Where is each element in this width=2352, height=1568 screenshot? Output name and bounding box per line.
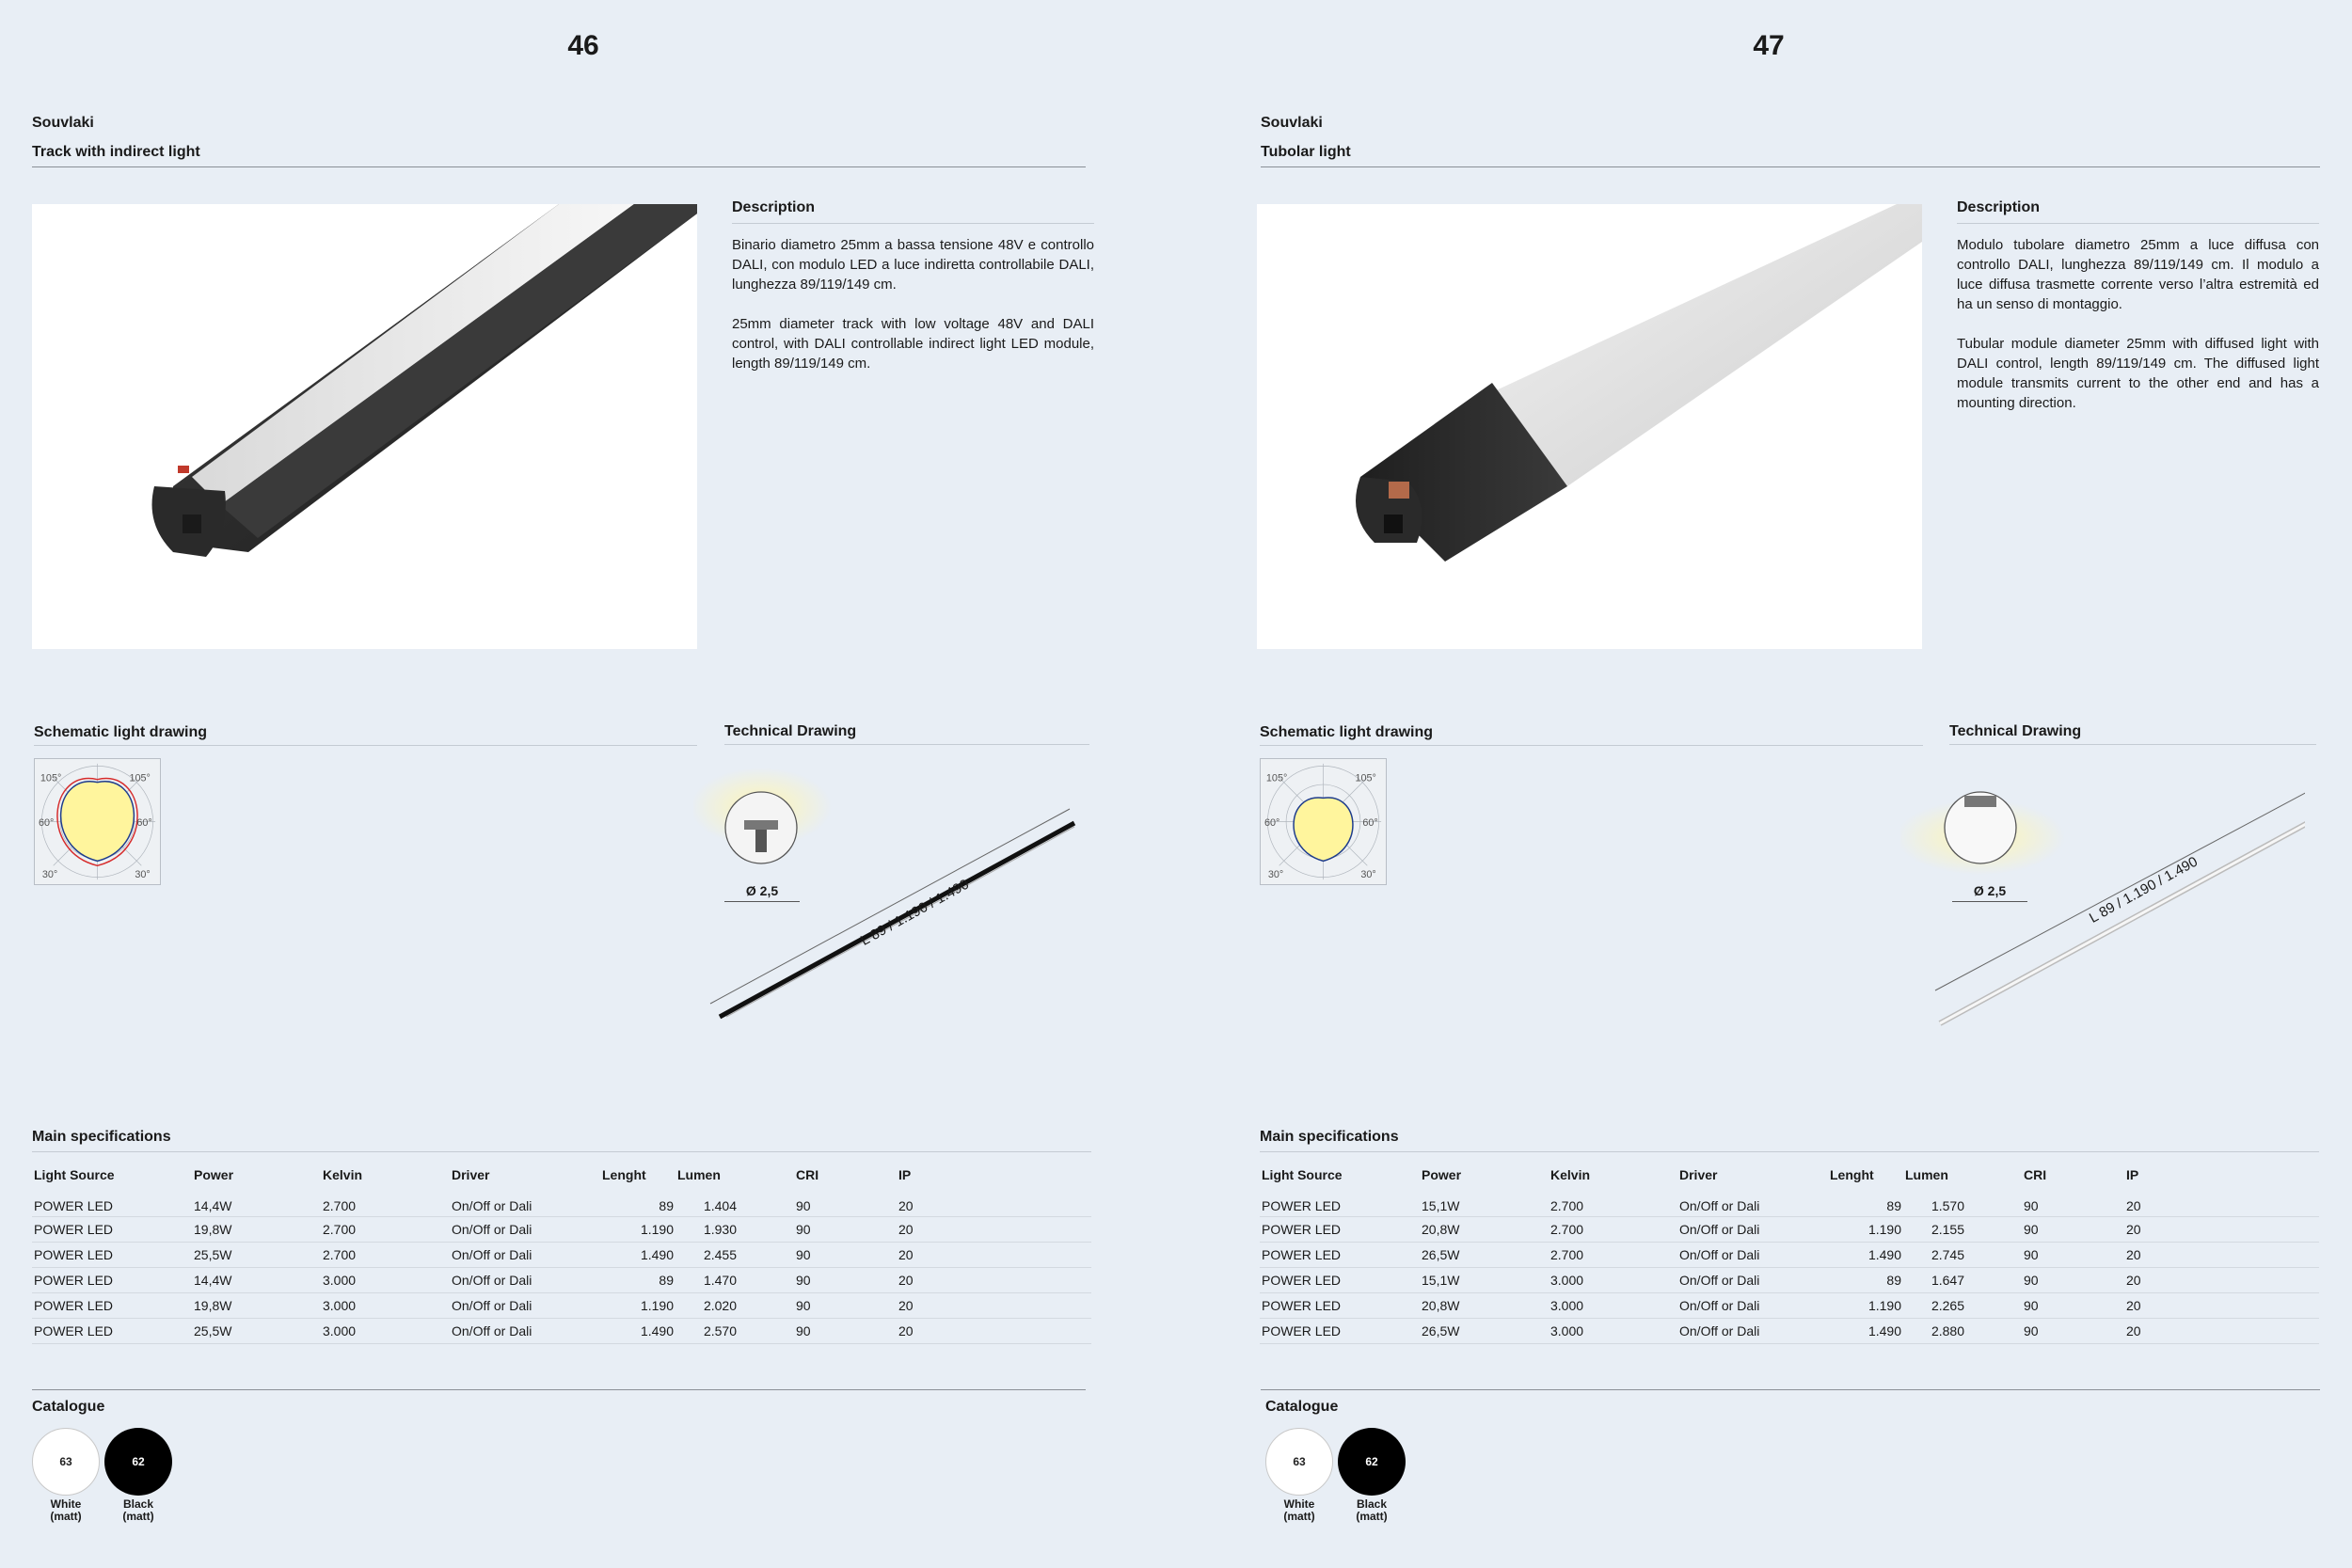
description-text	[1957, 235, 2319, 433]
table-row	[32, 1292, 1091, 1318]
table-cell: 20	[897, 1242, 1091, 1267]
table-cell: On/Off or Dali	[450, 1242, 600, 1267]
table-cell: 20	[897, 1318, 1091, 1343]
polar-label-30-left: 30°	[1267, 869, 1284, 881]
catalogue-divider	[1261, 1389, 2320, 1390]
product-family: Souvlaki	[32, 115, 94, 131]
finish-code: 63	[1293, 1455, 1306, 1468]
table-cell: 14,4W	[192, 1267, 321, 1292]
finish-white-label	[1265, 1498, 1333, 1523]
table-row	[1260, 1318, 2319, 1343]
table-cell: 1.930	[675, 1216, 784, 1242]
finish-black-label	[104, 1498, 172, 1523]
table-cell: POWER LED	[1260, 1292, 1420, 1318]
schematic-heading: Schematic light drawing	[1260, 724, 1434, 740]
description-heading: Description	[1957, 199, 2041, 215]
catalogue-divider	[32, 1389, 1086, 1390]
description-italian: Binario diametro 25mm a bassa tensione 48V e controllo DALI, con modulo LED a luce indiretta controllabile DALI, lunghezza 89/119/149 cm.	[732, 237, 1094, 293]
length-label: L 89 / 1.190 / 1.490	[2087, 853, 2201, 927]
specs-header-row	[32, 1159, 1091, 1191]
finish-code: 63	[59, 1455, 72, 1468]
table-cell: 2.700	[1549, 1191, 1677, 1216]
table-cell: POWER LED	[32, 1242, 192, 1267]
table-cell: 2.745	[1903, 1242, 2011, 1267]
polar-label-105-left: 105°	[40, 772, 62, 784]
table-cell: On/Off or Dali	[1677, 1292, 1828, 1318]
length-label: L 89 / 1.190 / 1.490	[858, 876, 972, 949]
finish-black-swatch[interactable]	[104, 1428, 172, 1496]
table-cell: 20	[897, 1292, 1091, 1318]
table-cell: 3.000	[321, 1318, 450, 1343]
table-cell: 2.570	[675, 1318, 784, 1343]
schematic-heading: Schematic light drawing	[34, 724, 208, 740]
description-english: Tubular module diameter 25mm with diffused light with DALI control, length 89/119/149 cm. The diffused light module transmits current to the other end and has a mounting direction.	[1957, 336, 2319, 411]
polar-light-diagram	[34, 758, 161, 885]
table-cell: 3.000	[321, 1292, 450, 1318]
finish-type: (matt)	[1283, 1510, 1315, 1523]
table-cell: 20	[2124, 1318, 2319, 1343]
polar-label-60-left: 60°	[38, 816, 55, 829]
finish-name: White	[50, 1497, 82, 1511]
page-number: 46	[567, 30, 599, 61]
table-cell: 26,5W	[1420, 1318, 1549, 1343]
table-cell: On/Off or Dali	[1677, 1242, 1828, 1267]
polar-label-60-left: 60°	[1263, 816, 1280, 829]
table-cell: On/Off or Dali	[450, 1267, 600, 1292]
table-cell: 2.700	[321, 1191, 450, 1216]
table-cell: 1.190	[1828, 1292, 1903, 1318]
table-cell: 19,8W	[192, 1292, 321, 1318]
table-row	[32, 1216, 1091, 1242]
table-cell: 2.880	[1903, 1318, 2011, 1343]
table-cell: 1.490	[1828, 1242, 1903, 1267]
description-english: 25mm diameter track with low voltage 48V and DALI control, with DALI controllable indirect light LED module, length 89/119/149 cm.	[732, 316, 1094, 372]
specs-table	[1260, 1159, 2319, 1344]
table-cell: 90	[784, 1242, 897, 1267]
header-divider	[1261, 166, 2320, 167]
polar-label-105-right: 105°	[1355, 772, 1376, 784]
table-cell: 19,8W	[192, 1216, 321, 1242]
technical-heading: Technical Drawing	[1949, 723, 2082, 739]
description-heading: Description	[732, 199, 816, 215]
page-47	[1176, 0, 2352, 1568]
table-cell: 2.700	[1549, 1216, 1677, 1242]
table-cell: 26,5W	[1420, 1242, 1549, 1267]
table-cell: 2.020	[675, 1292, 784, 1318]
table-cell: 89	[600, 1267, 675, 1292]
col-lumen: Lumen	[677, 1167, 721, 1182]
finish-code: 62	[1365, 1455, 1378, 1468]
finish-code: 62	[132, 1455, 145, 1468]
table-cell: 90	[2011, 1216, 2124, 1242]
catalogue-heading: Catalogue	[32, 1399, 105, 1415]
table-cell: On/Off or Dali	[1677, 1318, 1828, 1343]
table-cell: 15,1W	[1420, 1191, 1549, 1216]
description-italian: Modulo tubolare diametro 25mm a luce diffusa con controllo DALI, lunghezza 89/119/149 cm. Il modulo a luce diffusa trasmette corrente verso l’altra estremità ed ha un senso di montaggio.	[1957, 237, 2319, 312]
polar-label-30-left: 30°	[41, 869, 58, 881]
description-divider	[1957, 223, 2319, 224]
table-cell: 15,1W	[1420, 1267, 1549, 1292]
table-cell: On/Off or Dali	[450, 1318, 600, 1343]
table-cell: 89	[1828, 1267, 1903, 1292]
table-cell: 1.647	[1903, 1267, 2011, 1292]
table-cell: POWER LED	[32, 1191, 192, 1216]
specs-heading: Main specifications	[32, 1129, 171, 1145]
table-cell: 90	[784, 1267, 897, 1292]
polar-label-60-right: 60°	[1362, 816, 1378, 829]
specs-divider	[1260, 1151, 2319, 1152]
col-light-source: Light Source	[1262, 1167, 1343, 1182]
table-cell: On/Off or Dali	[1677, 1191, 1828, 1216]
technical-heading: Technical Drawing	[724, 723, 857, 739]
table-cell: 90	[784, 1191, 897, 1216]
product-photo-track	[32, 204, 697, 649]
schematic-divider	[34, 745, 697, 746]
finish-type: (matt)	[50, 1510, 82, 1523]
table-cell: POWER LED	[1260, 1267, 1420, 1292]
table-cell: On/Off or Dali	[450, 1191, 600, 1216]
table-cell: On/Off or Dali	[1677, 1267, 1828, 1292]
polar-label-105-left: 105°	[1265, 772, 1288, 784]
col-ip: IP	[2126, 1167, 2139, 1182]
diameter-underline	[724, 901, 800, 902]
col-ip: IP	[898, 1167, 912, 1182]
polar-light-diagram	[1260, 758, 1387, 885]
finish-name: Black	[1356, 1497, 1388, 1511]
product-photo-tubular	[1257, 204, 1922, 649]
col-lumen: Lumen	[1905, 1167, 1948, 1182]
col-power: Power	[1422, 1167, 1462, 1182]
table-cell: 20	[2124, 1191, 2319, 1216]
table-row	[32, 1318, 1091, 1343]
table-cell: 1.470	[675, 1267, 784, 1292]
table-cell: On/Off or Dali	[450, 1216, 600, 1242]
table-cell: POWER LED	[1260, 1318, 1420, 1343]
table-row	[1260, 1267, 2319, 1292]
table-row	[32, 1242, 1091, 1267]
table-cell: POWER LED	[1260, 1242, 1420, 1267]
table-cell: 1.190	[600, 1216, 675, 1242]
technical-divider	[724, 744, 1089, 745]
table-cell: 20	[2124, 1242, 2319, 1267]
description-text	[732, 235, 1094, 393]
table-cell: 90	[2011, 1267, 2124, 1292]
table-cell: POWER LED	[32, 1318, 192, 1343]
table-cell: 1.404	[675, 1191, 784, 1216]
table-cell: 89	[1828, 1191, 1903, 1216]
table-cell: 3.000	[1549, 1318, 1677, 1343]
col-power: Power	[194, 1167, 234, 1182]
table-cell: 90	[2011, 1191, 2124, 1216]
table-cell: 90	[784, 1216, 897, 1242]
col-cri: CRI	[796, 1167, 819, 1182]
col-driver: Driver	[452, 1167, 490, 1182]
table-cell: 20	[897, 1191, 1091, 1216]
finish-name: White	[1283, 1497, 1315, 1511]
table-cell: 14,4W	[192, 1191, 321, 1216]
table-cell: 1.190	[1828, 1216, 1903, 1242]
specs-table	[32, 1159, 1091, 1344]
schematic-divider	[1260, 745, 1923, 746]
table-cell: 90	[2011, 1242, 2124, 1267]
polar-label-30-right: 30°	[1360, 869, 1376, 881]
table-cell: 3.000	[321, 1267, 450, 1292]
specs-heading: Main specifications	[1260, 1129, 1399, 1145]
col-length: Lenght	[602, 1167, 646, 1182]
table-cell: POWER LED	[1260, 1191, 1420, 1216]
table-cell: 20,8W	[1420, 1292, 1549, 1318]
table-cell: 90	[784, 1318, 897, 1343]
table-cell: POWER LED	[32, 1216, 192, 1242]
description-divider	[732, 223, 1094, 224]
specs-rows-46	[32, 1191, 1091, 1343]
table-cell: 1.190	[600, 1292, 675, 1318]
specs-rows-47	[1260, 1191, 2319, 1343]
table-cell: 2.155	[1903, 1216, 2011, 1242]
finish-black-swatch[interactable]	[1338, 1428, 1406, 1496]
finish-name: Black	[122, 1497, 154, 1511]
col-kelvin: Kelvin	[323, 1167, 363, 1182]
table-cell: 3.000	[1549, 1292, 1677, 1318]
technical-divider	[1949, 744, 2316, 745]
table-row	[1260, 1292, 2319, 1318]
table-cell: 90	[784, 1292, 897, 1318]
finish-black-label	[1338, 1498, 1406, 1523]
diameter-label: Ø 2,5	[745, 883, 779, 898]
table-cell: 2.265	[1903, 1292, 2011, 1318]
table-cell: 1.490	[600, 1318, 675, 1343]
finish-white-swatch[interactable]	[32, 1428, 100, 1496]
table-row	[1260, 1216, 2319, 1242]
finish-type: (matt)	[122, 1510, 154, 1523]
diameter-label: Ø 2,5	[1973, 883, 2007, 898]
table-cell: POWER LED	[32, 1267, 192, 1292]
table-cell: 2.700	[1549, 1242, 1677, 1267]
table-cell: 20,8W	[1420, 1216, 1549, 1242]
page-number: 47	[1753, 30, 1785, 61]
table-cell: POWER LED	[32, 1292, 192, 1318]
table-cell: POWER LED	[1260, 1216, 1420, 1242]
table-cell: 3.000	[1549, 1267, 1677, 1292]
table-row	[1260, 1191, 2319, 1216]
table-row	[1260, 1242, 2319, 1267]
table-row	[32, 1267, 1091, 1292]
table-cell: 20	[897, 1216, 1091, 1242]
specs-divider	[32, 1151, 1091, 1152]
table-cell: 90	[2011, 1318, 2124, 1343]
specs-header-row	[1260, 1159, 2319, 1191]
table-cell: 90	[2011, 1292, 2124, 1318]
table-cell: 2.455	[675, 1242, 784, 1267]
table-cell: On/Off or Dali	[1677, 1216, 1828, 1242]
header-divider	[32, 166, 1086, 167]
table-cell: On/Off or Dali	[450, 1292, 600, 1318]
polar-label-60-right: 60°	[136, 816, 152, 829]
col-cri: CRI	[2024, 1167, 2047, 1182]
table-row	[32, 1191, 1091, 1216]
product-name: Tubolar light	[1261, 144, 1351, 160]
catalogue-heading: Catalogue	[1265, 1399, 1339, 1415]
col-kelvin: Kelvin	[1550, 1167, 1591, 1182]
product-name: Track with indirect light	[32, 144, 200, 160]
col-driver: Driver	[1679, 1167, 1718, 1182]
table-cell: 20	[2124, 1216, 2319, 1242]
table-cell: 20	[897, 1267, 1091, 1292]
polar-label-30-right: 30°	[135, 869, 151, 881]
table-cell: 2.700	[321, 1242, 450, 1267]
col-length: Lenght	[1830, 1167, 1874, 1182]
table-cell: 25,5W	[192, 1242, 321, 1267]
polar-label-105-right: 105°	[129, 772, 151, 784]
table-cell: 20	[2124, 1267, 2319, 1292]
finish-type: (matt)	[1356, 1510, 1388, 1523]
table-cell: 25,5W	[192, 1318, 321, 1343]
table-cell: 89	[600, 1191, 675, 1216]
table-cell: 20	[2124, 1292, 2319, 1318]
col-light-source: Light Source	[34, 1167, 115, 1182]
table-cell: 2.700	[321, 1216, 450, 1242]
table-cell: 1.490	[1828, 1318, 1903, 1343]
table-cell: 1.570	[1903, 1191, 2011, 1216]
finish-white-swatch[interactable]	[1265, 1428, 1333, 1496]
diameter-underline	[1952, 901, 2027, 902]
table-cell: 1.490	[600, 1242, 675, 1267]
product-family: Souvlaki	[1261, 115, 1323, 131]
finish-white-label	[32, 1498, 100, 1523]
